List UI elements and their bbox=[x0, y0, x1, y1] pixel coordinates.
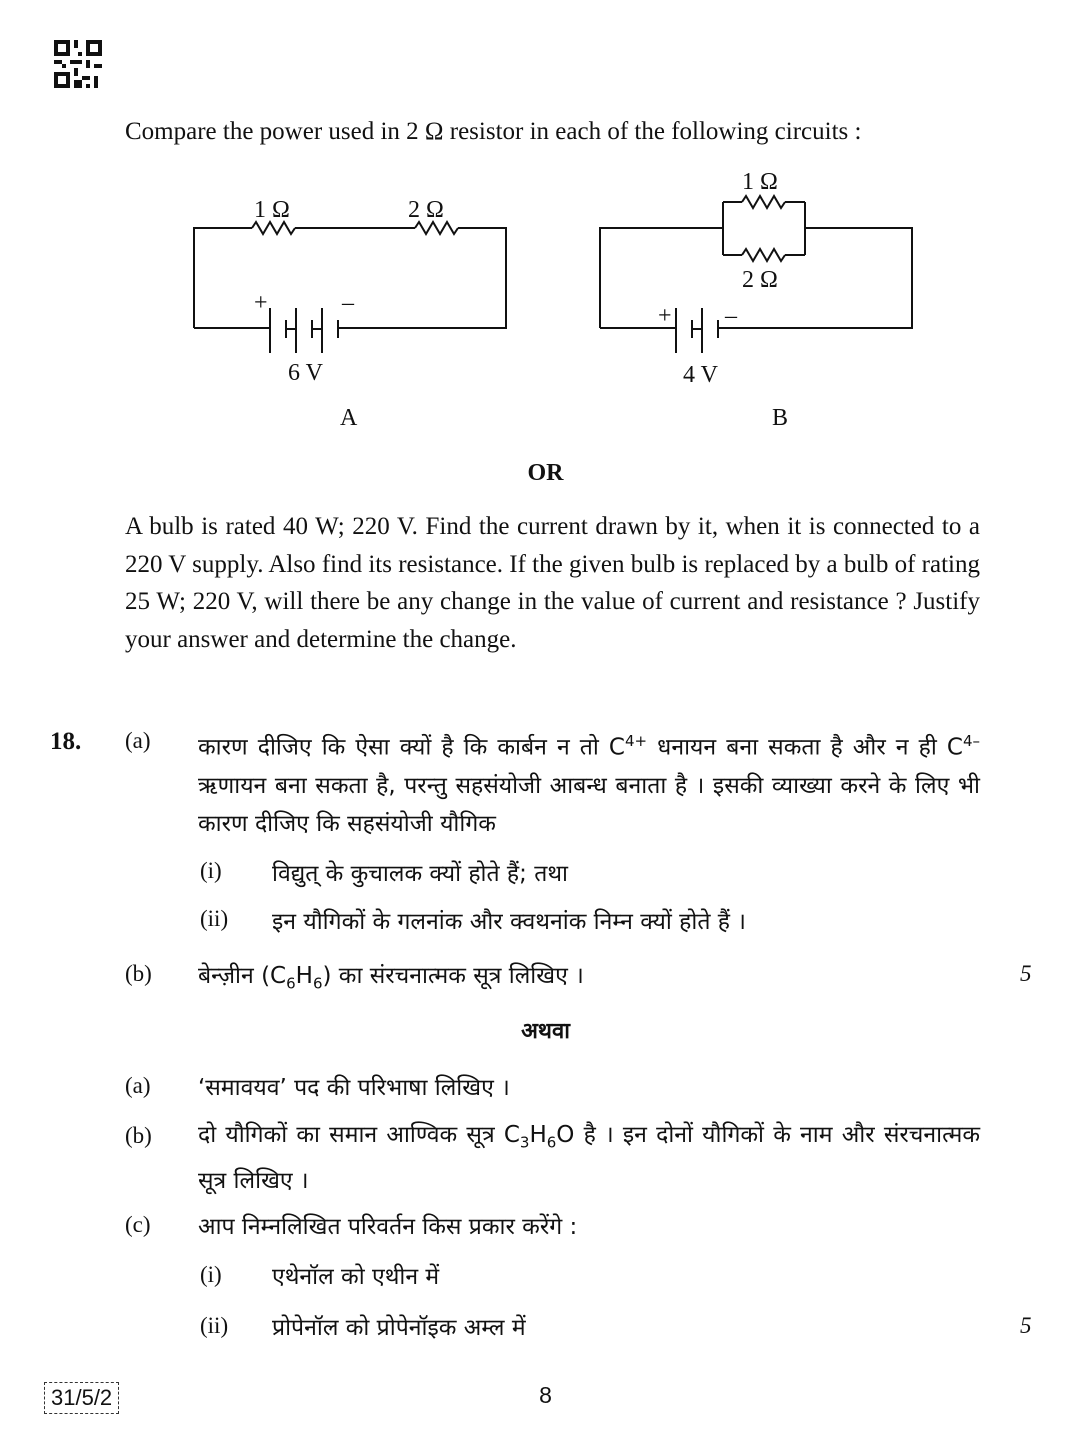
alt-c-label: (c) bbox=[125, 1212, 151, 1237]
alt-a-label: (a) bbox=[125, 1073, 151, 1098]
alt-c-i-text: एथेनॉल को एथीन में bbox=[272, 1264, 440, 1290]
circuit-a-minus: – bbox=[342, 290, 354, 316]
marks-2: 5 bbox=[1020, 1313, 1032, 1338]
paper-code: 31/5/2 bbox=[44, 1382, 119, 1414]
circuit-b-r1-label: 1 Ω bbox=[742, 169, 778, 195]
circuit-a-voltage: 6 V bbox=[288, 360, 323, 386]
circuit-b-minus: – bbox=[725, 303, 737, 329]
alt-a-text: ‘समावयव’ पद की परिभाषा लिखिए । bbox=[198, 1075, 510, 1101]
circuit-a-label: A bbox=[340, 405, 358, 431]
alt-c-text: आप निम्नलिखित परिवर्तन किस प्रकार करेंगे : bbox=[198, 1214, 578, 1240]
alt-c-ii-text: प्रोपेनॉल को प्रोपेनॉइक अम्ल में bbox=[272, 1315, 526, 1341]
sub-ii-label: (ii) bbox=[200, 906, 229, 931]
question-number: 18. bbox=[50, 728, 82, 755]
page-number: 8 bbox=[539, 1382, 552, 1408]
circuit-a-r1-label: 1 Ω bbox=[254, 197, 290, 223]
sub-i-label: (i) bbox=[200, 858, 222, 883]
circuit-b-label: B bbox=[772, 405, 789, 431]
alt-b-label: (b) bbox=[125, 1123, 152, 1148]
part-a-label: (a) bbox=[125, 728, 151, 753]
question-intro: Compare the power used in 2 Ω resistor in each of the following circuits : bbox=[125, 118, 862, 145]
circuit-a-plus: + bbox=[254, 290, 268, 316]
circuit-a-r2-label: 2 Ω bbox=[408, 197, 444, 223]
sub-i-text: विद्युत् के कुचालक क्यों होते हैं; तथा bbox=[272, 861, 568, 887]
circuit-b-plus: + bbox=[658, 303, 672, 329]
circuit-b-voltage: 4 V bbox=[683, 362, 718, 388]
part-b-label: (b) bbox=[125, 961, 152, 986]
qr-code-icon bbox=[54, 40, 102, 88]
part-a-text: कारण दीजिए कि ऐसा क्यों है कि कार्बन न तो $C^{4+}$ धनायन बना सकता है और न ही $C^{4-}$ ऋणायन बना सकता है, परन्तु सहसंयोजी आबन्ध बनाता है । इसकी व्याख्या करने के लिए भी कारण दीजिए कि सहसंयोजी यौगिक bbox=[198, 732, 980, 837]
alt-c-i-label: (i) bbox=[200, 1262, 222, 1287]
part-b-text: बेन्ज़ीन $(C_6H_6)$ का संरचनात्मक सूत्र लिखिए । bbox=[198, 963, 584, 993]
alt-c-ii-label: (ii) bbox=[200, 1313, 229, 1338]
circuit-b-r2-label: 2 Ω bbox=[742, 267, 778, 293]
or-heading: OR bbox=[527, 460, 564, 486]
marks-1: 5 bbox=[1020, 961, 1032, 986]
athva-heading: अथवा bbox=[521, 1019, 570, 1044]
sub-ii-text: इन यौगिकों के गलनांक और क्वथनांक निम्न क्यों होते हैं । bbox=[272, 909, 746, 935]
alt-b-text: दो यौगिकों का समान आण्विक सूत्र $C_3H_6O$ है । इन दोनों यौगिकों के नाम और संरचनात्मक सूत्र लिखिए । bbox=[198, 1122, 980, 1194]
or-paragraph: A bulb is rated 40 W; 220 V. Find the current drawn by it, when it is connected to a 220 V supply. Also find its resistance. If the given bulb is replaced by a bulb of rating 25 W; 220 V, will there be any change in the value of current and resistance ? Justify your answer and determine the change. bbox=[125, 513, 980, 653]
circuit-diagrams bbox=[180, 165, 940, 435]
